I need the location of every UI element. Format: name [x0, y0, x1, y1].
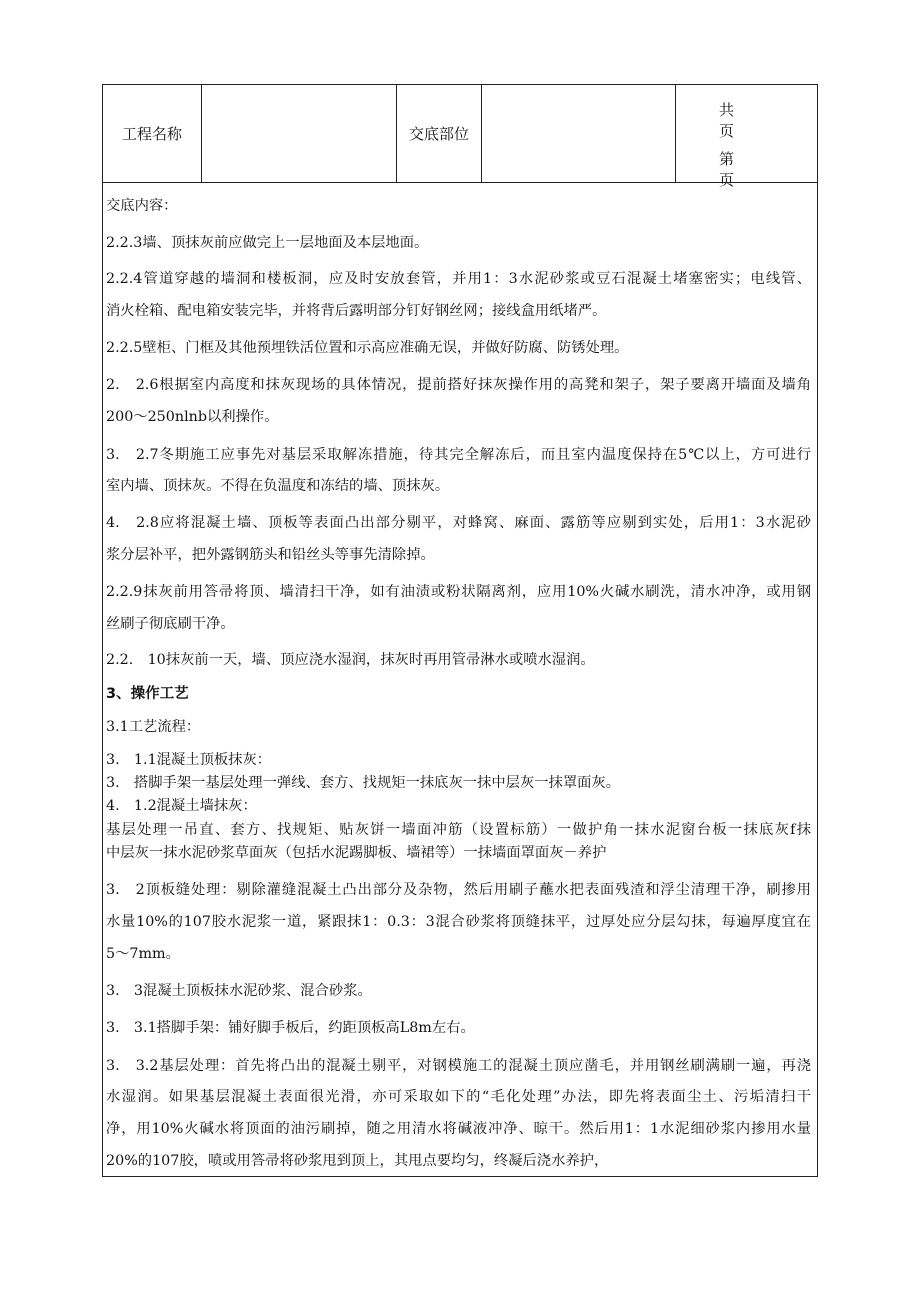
text-line: 室内墙、顶抹灰。不得在负温度和冻结的墙、顶抹灰。	[106, 478, 450, 494]
project-name-label: 工程名称	[103, 85, 202, 183]
text-line: 3. 2.7冬期施工应事先对基层采取解冻措施，待其完全解冻后，而且室内温度保持在5℃以上，方可进行	[106, 447, 811, 463]
section-heading: 3、操作工艺	[106, 686, 189, 702]
text-line: 3. 搭脚手架一基层处理一弹线、套方、找规矩一抹底灰一抹中层灰一抹罩面灰。	[106, 775, 621, 791]
text-line: 4. 2.8应将混凝土墙、顶板等表面凸出部分剔平，对蜂窝、麻面、露筋等应剔到实处，后用1：3水泥砂	[106, 515, 811, 531]
text-line: 2.2. 10抹灰前一天，墙、顶应浇水湿润，抹灰时再用管帚淋水或喷水湿润。	[106, 652, 595, 668]
text-line: 净，用10%火碱水将顶面的油污刷掉，随之用清水将碱液冲净、晾干。然后用1：1水泥细砂浆内掺用水量	[106, 1121, 811, 1137]
text-line: 2.2.9抹灰前用答帚将顶、墙清扫干净，如有油渍或粉状隔离剂，应用10%火碱水刷洗，清水冲净，或用钢	[106, 584, 811, 600]
text-line: 3. 3混凝土顶板抹水泥砂浆、混合砂浆。	[106, 983, 372, 999]
text-line: 丝刷子彻底刷干净。	[106, 616, 235, 632]
text-line: 中层灰一抹水泥砂浆草面灰（包括水泥踢脚板、墙裙等）一抹墙面罩面灰－养护	[106, 845, 607, 861]
total-pages: 共 页	[718, 101, 885, 140]
header-table	[102, 84, 885, 189]
part-label: 交底部位	[397, 85, 482, 183]
text-line: 20%的107胶，喷或用答帚将砂浆甩到顶上，其甩点要均匀，终凝后浇水养护，	[106, 1153, 609, 1169]
text-line: 3. 3.2基层处理：首先将凸出的混凝土剔平，对钢模施工的混凝土顶应凿毛，并用钢丝刷满刷一遍，再浇	[106, 1058, 811, 1074]
text-line: 消火栓箱、配电箱安装完毕，并将背后露明部分钉好钢丝网；接线盒用纸堵严。	[106, 303, 607, 319]
text-line: 2.2.3墙、顶抹灰前应做完上一层地面及本层地面。	[106, 235, 429, 251]
part-value	[482, 85, 676, 183]
text-line: 5～7mm。	[106, 946, 180, 962]
text-line: 2. 2.6根据室内高度和抹灰现场的具体情况，提前搭好抹灰操作用的高凳和架子，架子要离开墙面及墙角	[106, 377, 811, 393]
text-line: 3. 3.1搭脚手架：铺好脚手板后，约距顶板高L8m左右。	[106, 1020, 475, 1036]
text-line: 2.2.5壁柜、门框及其他预埋铁活位置和示高应准确无误，并做好防腐、防锈处理。	[106, 340, 629, 356]
content-body	[102, 183, 818, 1177]
text-line: 2.2.4管道穿越的墙洞和楼板洞，应及时安放套管，并用1：3水泥砂浆或豆石混凝土堵塞密实；电线管、	[106, 271, 811, 287]
project-name-value	[202, 85, 397, 183]
text-line: 3.1工艺流程：	[106, 719, 201, 735]
text-line: 浆分层补平，把外露钢筋头和铅丝头等事先清除掉。	[106, 547, 435, 563]
text-line: 200～250nlnb以利操作。	[106, 409, 279, 425]
text-line: 水湿润。如果基层混凝土表面很光滑，亦可采取如下的“毛化处理”办法，即先将表面尘土、污垢清扫干	[106, 1089, 811, 1105]
text-line: 水量10%的107胶水泥浆一道，紧跟抹1：0.3：3混合砂浆将顶缝抹平，过厚处应分层勾抹，每遍厚度宜在	[106, 914, 811, 930]
text-line: 4. 1.2混凝土墙抹灰：	[106, 798, 257, 814]
text-line: 3. 2顶板缝处理：剔除灌缝混凝土凸出部分及杂物，然后用刷子蘸水把表面残渣和浮尘清理干净，刷掺用	[106, 882, 811, 898]
disclosure-sheet	[102, 84, 885, 1177]
content-heading: 交底内容：	[106, 198, 178, 214]
page-count-cell	[676, 85, 885, 189]
text-line: 3. 1.1混凝土顶板抹灰：	[106, 752, 272, 768]
text-line: 基层处理一吊直、套方、找规矩、贴灰饼一墙面冲筋（设置标筋）一做护角一抹水泥窗台板一抹底灰f抹	[106, 822, 811, 838]
page-number: 第 页	[718, 150, 885, 189]
